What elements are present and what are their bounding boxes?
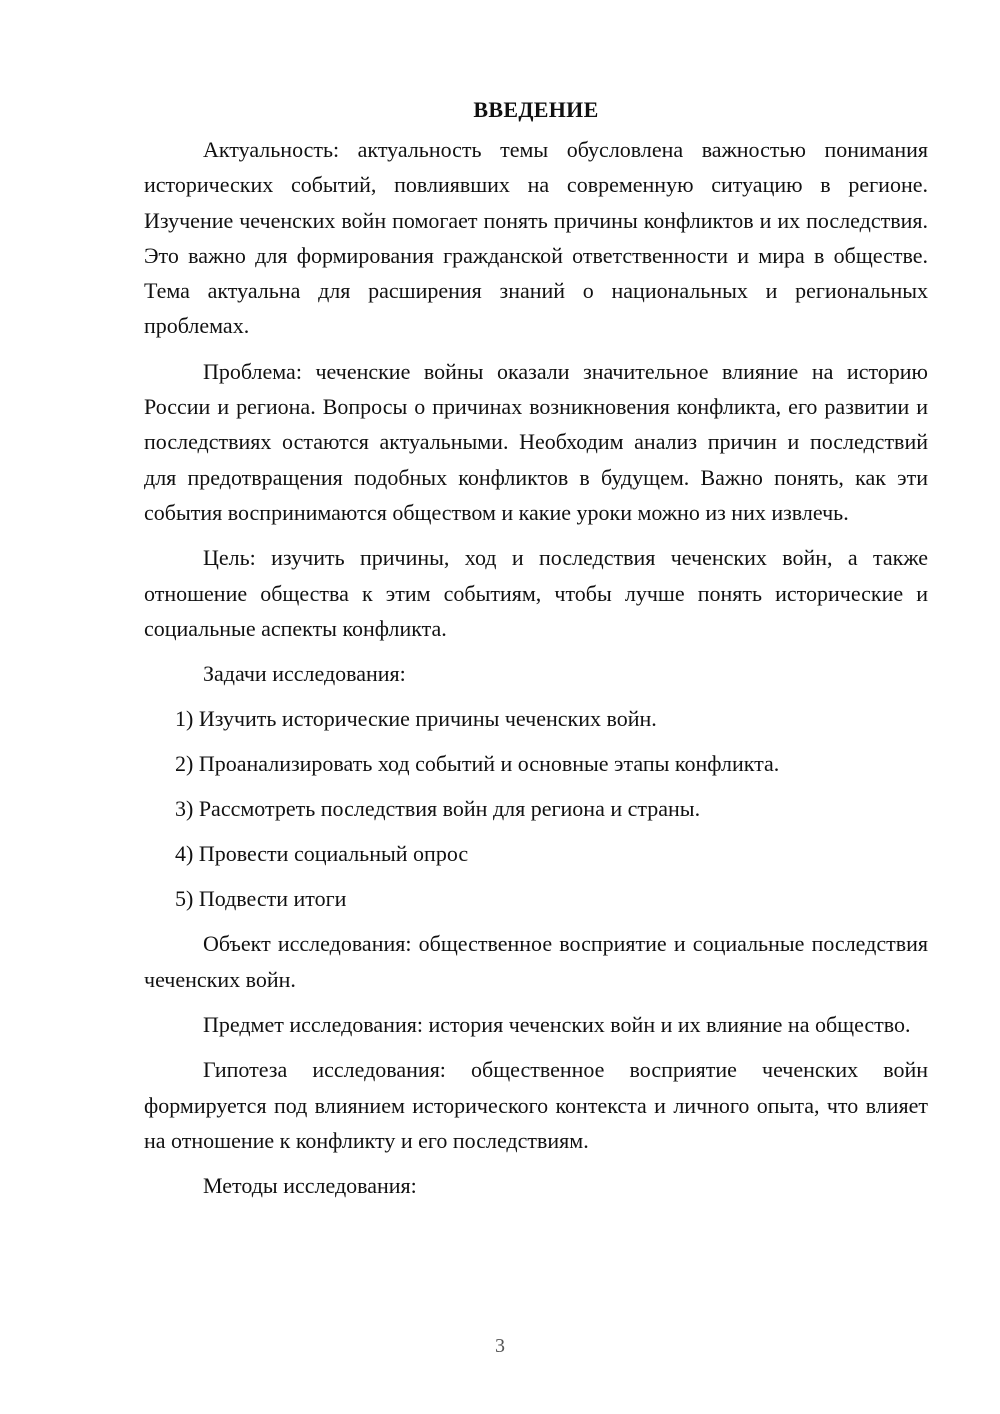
page-number: 3 [495, 1335, 505, 1357]
list-item: 3) Рассмотреть последствия войн для региона и страны. [175, 796, 701, 822]
list-item: 4) Провести социальный опрос [175, 841, 469, 867]
list-item: 5) Подвести итоги [175, 886, 347, 912]
relevance-paragraph: Актуальность: актуальность темы обусловлена важностью понимания исторических событий, повлиявших на современную ситуацию в регионе. Изучение чеченских войн помогает понять причины конфликтов и их последствия. Это важно для формирования гражданской ответственности и мира в обществе. Тема актуальна для расширения знаний о национальных и региональных проблемах. [144, 137, 928, 339]
hypothesis-paragraph: Гипотеза исследования: общественное восприятие чеченских войн формируется под влиянием исторического контекста и личного опыта, что влияет на отношение к конфликту и его последствиям. [144, 1057, 928, 1153]
object-paragraph: Объект исследования: общественное восприятие и социальные последствия чеченских войн. [144, 931, 928, 992]
goal-paragraph: Цель: изучить причины, ход и последствия чеченских войн, а также отношение общества к этим событиям, чтобы лучше понять исторические и социальные аспекты конфликта. [144, 545, 928, 641]
problem-paragraph: Проблема: чеченские войны оказали значительное влияние на историю России и региона. Вопросы о причинах возникновения конфликта, его развитии и последствиях остаются актуальными. Необходим анализ причин и последствий для предотвращения подобных конфликтов в будущем. Важно понять, как эти события воспринимаются обществом и какие уроки можно из них извлечь. [144, 358, 928, 525]
document-page [144, 92, 928, 1204]
tasks-heading: Задачи исследования: [203, 661, 406, 687]
list-item: 1) Изучить исторические причины чеченских войн. [175, 706, 657, 732]
tasks-list [144, 701, 928, 916]
subject-paragraph: Предмет исследования: история чеченских войн и их влияние на общество. [203, 1012, 911, 1038]
methods-heading: Методы исследования: [203, 1173, 417, 1199]
list-item: 2) Проанализировать ход событий и основные этапы конфликта. [175, 751, 780, 777]
page-title: ВВЕДЕНИЕ [473, 97, 599, 122]
